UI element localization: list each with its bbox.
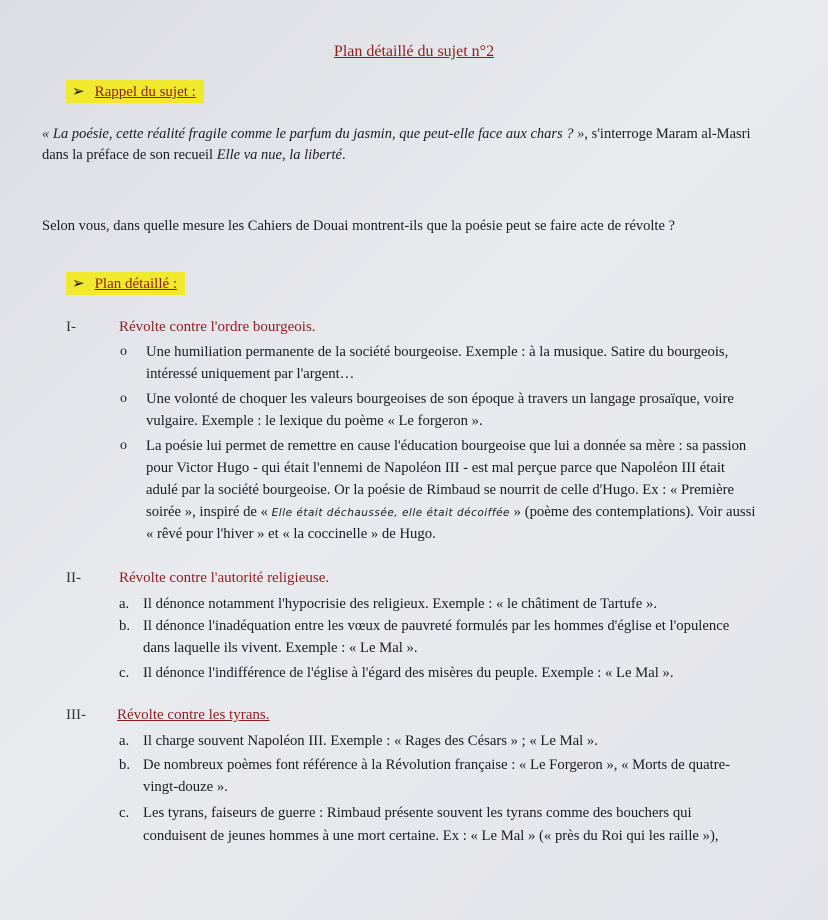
item-marker: a.: [119, 596, 130, 612]
arrow-icon: ➢: [72, 84, 85, 100]
hugo-verse: Elle était déchaussée, elle était décoiffée: [271, 507, 510, 519]
rappel-heading: [66, 80, 204, 103]
list-item-line: adulé par la société bourgeoise. Or la poésie de Rimbaud se nourrit de celle d'Hugo. Ex : « Première: [146, 482, 735, 498]
list-item-line: dans laquelle ils vivent. Exemple : « Le Mal ».: [143, 640, 418, 656]
list-item-line: Il dénonce l'inadéquation entre les vœux de pauvreté formulés par les hommes d'église et l'opulence: [143, 618, 730, 634]
bullet-marker: o: [120, 391, 127, 406]
rappel-label: Rappel du sujet :: [94, 84, 196, 100]
question: Selon vous, dans quelle mesure les Cahiers de Douai montrent-ils que la poésie peut se faire acte de révolte ?: [42, 218, 675, 234]
list-item-line: intéressé uniquement par l'argent…: [146, 366, 355, 382]
list-item-line: [146, 501, 755, 524]
line-end: » (poème des contemplations). Voir aussi: [510, 504, 756, 520]
item-marker: b.: [119, 757, 131, 773]
list-item-line: Il charge souvent Napoléon III. Exemple : « Rages des Césars » ; « Le Mal ».: [143, 733, 598, 749]
list-item-line: Une volonté de choquer les valeurs bourgeoises de son époque à travers un langage prosaïque, voire: [146, 391, 734, 407]
quote-line-2: [42, 145, 812, 166]
list-item-line: Les tyrans, faiseurs de guerre : Rimbaud présente souvent les tyrans comme des bouchers qui: [143, 805, 692, 821]
item-marker: a.: [119, 733, 130, 749]
quote-line2-start: dans la préface de son recueil: [42, 147, 217, 163]
item-marker: c.: [119, 665, 130, 681]
bullet-marker: o: [120, 438, 127, 453]
section-numeral: III-: [66, 707, 86, 723]
list-item-line: Une humiliation permanente de la société bourgeoise. Exemple : à la musique. Satire du bourgeois,: [146, 344, 729, 360]
plan-label: Plan détaillé :: [94, 276, 178, 292]
section-title: Révolte contre l'ordre bourgeois.: [119, 319, 316, 335]
section-title: Révolte contre les tyrans.: [117, 707, 270, 723]
list-item-line: vulgaire. Exemple : le lexique du poème « Le forgeron ».: [146, 413, 483, 429]
item-marker: c.: [119, 805, 130, 821]
list-item-line: De nombreux poèmes font référence à la Révolution française : « Le Forgeron », « Morts de quatre-: [143, 757, 731, 773]
list-item-line: vingt-douze ».: [143, 779, 228, 795]
line-start: soirée », inspiré de «: [146, 504, 272, 520]
book-title: Elle va nue, la liberté: [216, 147, 342, 163]
list-item-line: conduisent de jeunes hommes à une mort certaine. Ex : « Le Mal » (« près du Roi qui les raille »),: [143, 828, 719, 844]
bullet-marker: o: [120, 344, 127, 359]
plan-heading: [66, 272, 185, 295]
section-title: Révolte contre l'autorité religieuse.: [119, 570, 330, 586]
arrow-icon: ➢: [72, 276, 85, 292]
list-item-line: « rêvé pour l'hiver » et « la coccinelle » de Hugo.: [146, 526, 436, 542]
quote-line2-end: .: [341, 147, 346, 163]
quote-line-1: [42, 124, 812, 145]
section-numeral: II-: [66, 570, 81, 586]
list-item-line: Il dénonce notamment l'hypocrisie des religieux. Exemple : « le châtiment de Tartufe ».: [143, 596, 658, 612]
quote-attribution: , s'interroge Maram al-Masri: [584, 126, 751, 142]
list-item-line: Il dénonce l'indifférence de l'église à l'égard des misères du peuple. Exemple : « Le Mal ».: [143, 665, 674, 681]
item-marker: b.: [119, 618, 131, 634]
list-item-line: La poésie lui permet de remettre en cause l'éducation bourgeoise que lui a donnée sa mère : sa passion: [146, 438, 747, 454]
list-item-line: pour Victor Hugo - qui était l'ennemi de Napoléon III - est mal perçue parce que Napoléon III était: [146, 460, 725, 476]
quote-text: « La poésie, cette réalité fragile comme le parfum du jasmin, que peut-elle face aux chars ? »: [42, 126, 585, 142]
section-numeral: I-: [66, 319, 76, 335]
page-title: Plan détaillé du sujet n°2: [333, 43, 495, 60]
